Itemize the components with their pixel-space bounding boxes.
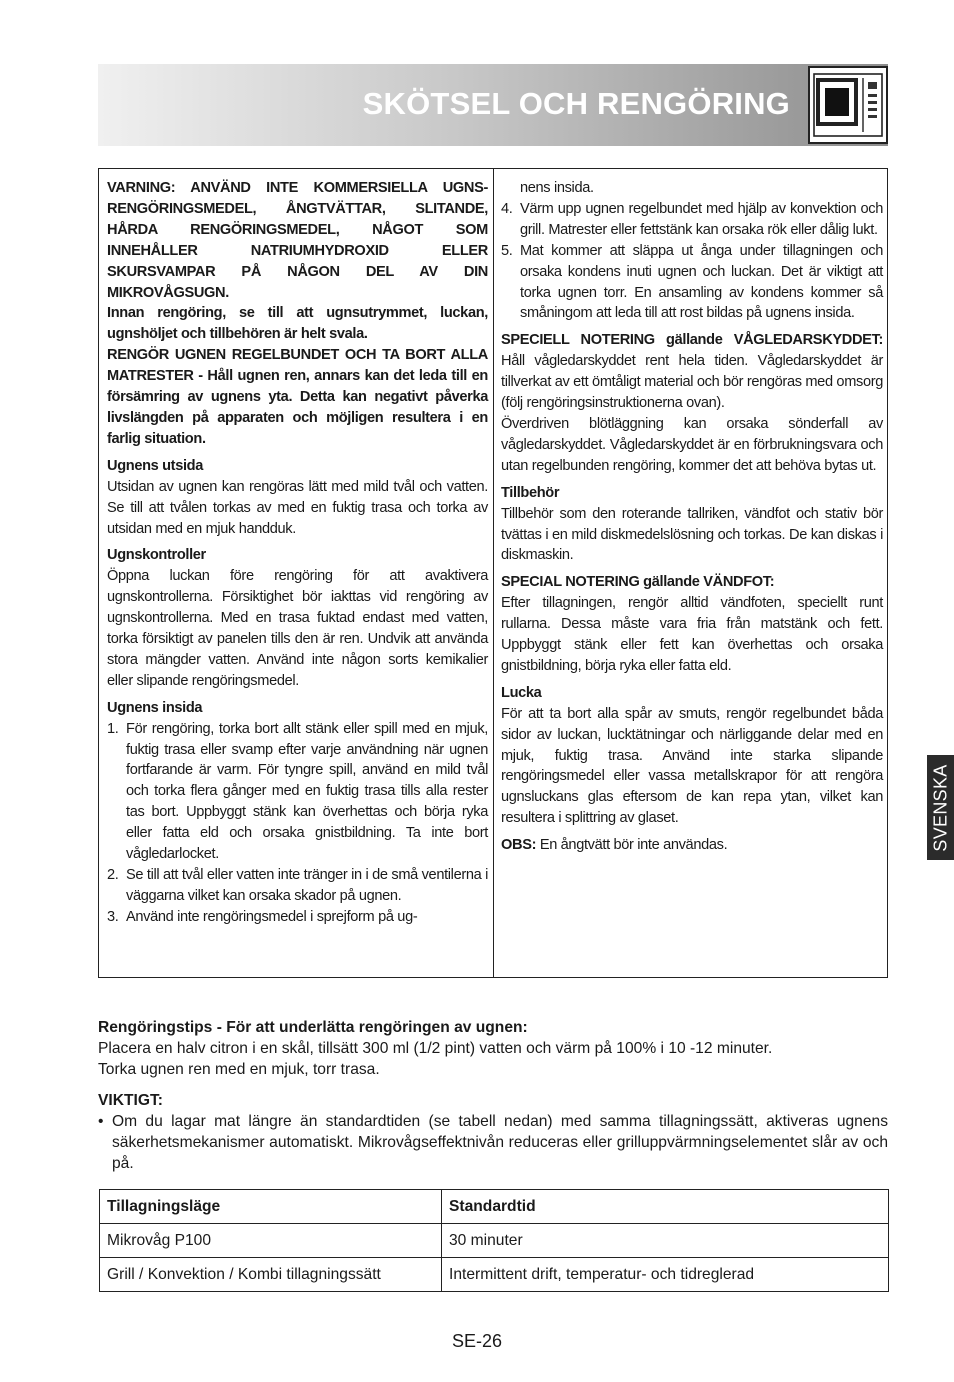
table-row (100, 1224, 889, 1258)
microwave-icon (808, 66, 888, 144)
turntable-heading: SPECIAL NOTERING gällande VÄNDFOT: (501, 574, 775, 591)
list-number: 1. (107, 720, 119, 737)
list-text: För rengöring, torka bort allt stänk eller spill med en mjuk, fuktig trasa eller svamp efter varje användning när ugnen fortfarande är varm. För tyngre spill, använd en mild tvål och torka flera gånger med en fuktig trasa tills alla rester tas bort. Uppbyggt stänk kan överhettas och börja ryka eller fatta eld och orsaka gnistbildning. Ta inte bort vågledarlocket. (126, 720, 488, 863)
important-section (98, 1090, 888, 1174)
list-text: Mat kommer att släppa ut ånga under tillagningen och orsaka kondens inuti ugnen och luckan. Det är viktigt att torka ugnen torr. En ansamling av kondens kommer så småningom att leda till att rost bildas på ugnens insida. (520, 242, 883, 322)
right-column (501, 178, 883, 856)
controls-heading: Ugnskontroller (107, 547, 206, 564)
table-cell: Mikrovåg P100 (100, 1224, 442, 1258)
tips-line-2: Torka ugnen ren med en mjuk, torr trasa. (98, 1061, 380, 1078)
tips-line-1: Placera en halv citron i en skål, tillsätt 300 ml (1/2 pint) vatten och värm på 100% i 10 -12 minuter. (98, 1040, 773, 1057)
language-tab-label: SVENSKA (930, 763, 950, 852)
cleaning-instructions-box (98, 168, 888, 978)
waveguide-text-2: Överdriven blötläggning kan orsaka sönderfall av vågledarskyddet. Vågledarskyddet är en förbrukningsvara och utan regelbunden rengöring, kommer det att behöva bytas ut. (501, 415, 883, 474)
table-cell: 30 minuter (442, 1224, 889, 1258)
inside-heading: Ugnens insida (107, 699, 203, 716)
list-item (107, 865, 488, 907)
standard-time-table (99, 1189, 889, 1292)
page-number: SE-26 (451, 1331, 503, 1351)
obs-note (501, 835, 883, 856)
list-continuation: nens insida. (520, 180, 594, 196)
table-header-cell: Tillagningsläge (100, 1190, 442, 1224)
page-title: SKÖTSEL OCH RENGÖRING (362, 86, 790, 121)
list-number: 5. (501, 242, 513, 259)
list-item (107, 907, 488, 928)
header-banner (98, 64, 888, 146)
waveguide-heading: SPECIELL NOTERING gällande VÅGLEDARSKYDDET: (501, 332, 883, 349)
column-divider (493, 169, 494, 977)
outside-text: Utsidan av ugnen kan rengöras lätt med mild tvål och vatten. Se till att tvålen torkas av med en fuktig trasa och torka av utsidan med en mjuk handduk. (107, 478, 488, 537)
accessories-text: Tillbehör som den roterande tallriken, vändfot och stativ bör tvättas i en mild diskmedelslösning och torkas. De kan diskas i diskmaskin. (501, 505, 883, 564)
warning-text: VARNING: ANVÄND INTE KOMMERSIELLA UGNS-RENGÖRINGSMEDEL, ÅNGTVÄTTAR, SLITANDE, HÅRDA RENGÖRINGSMEDEL, NÅGOT SOM INNEHÅLLER NATRIUMHYDROXID ELLER SKURSVAMPAR PÅ NÅGON DEL AV DIN MIKROVÅGSUGN. (107, 180, 488, 301)
outside-heading: Ugnens utsida (107, 457, 203, 474)
table-header-row (100, 1190, 889, 1224)
table-cell: Intermittent drift, temperatur- och tidreglerad (442, 1258, 889, 1292)
obs-label: OBS: (501, 837, 537, 854)
warning-cool-text: Innan rengöring, se till att ugnsutrymmet, luckan, ugnshöljet och tillbehören är helt svala. (107, 305, 488, 343)
waveguide-paragraph (501, 330, 883, 414)
waveguide-text: Håll vågledarskyddet rent hela tiden. Vågledarskyddet är tillverkat av ett ömtåligt material och bör rengöras med omsorg (följ rengöringsinstruktionerna ovan). (501, 353, 883, 412)
important-text: Om du lagar mat längre än standardtiden (se tabell nedan) med samma tillagningssätt, aktiveras ugnens säkerhetsmekanismer automatiskt. Mikrovågseffektnivån reduceras eller grilluppvärmningselementet slår av och på. (112, 1113, 888, 1172)
list-item (501, 199, 883, 241)
left-column (107, 178, 488, 928)
tips-heading: Rengöringstips - För att underlätta rengöringen av ugnen: (98, 1019, 528, 1036)
table-row (100, 1258, 889, 1292)
list-text: Värm upp ugnen regelbundet med hjälp av konvektion och grill. Matrester eller fettstänk kan orsaka rök eller dålig lukt. (520, 200, 883, 238)
table-cell: Grill / Konvektion / Kombi tillagningssätt (100, 1258, 442, 1292)
warning-clean-text: RENGÖR UGNEN REGELBUNDET OCH TA BORT ALLA MATRESTER - Håll ugnen ren, annars kan det leda till en försämring av ugnens yta. Detta kan negativt påverka livslängden på apparaten och möjligen resultera i en farlig situation. (107, 347, 488, 447)
list-text: Se till att tvål eller vatten inte tränger in i de små ventilerna i väggarna vilket kan orsaka skador på ugnen. (126, 867, 488, 904)
list-item (501, 241, 883, 325)
accessories-heading: Tillbehör (501, 484, 560, 501)
list-number: 2. (107, 867, 119, 883)
door-heading: Lucka (501, 684, 542, 701)
list-number: 3. (107, 908, 119, 925)
door-text: För att ta bort alla spår av smuts, rengör regelbundet båda sidor av luckan, lucktätningar och närliggande delar med en mjuk, fuktig trasa. Använd inte starka slipande rengöringsmedel eller vassa metallskrapor för att rengöra ugnsluckans glas eftersom de kan repa ytan, vilket kan resultera i splittring av glaset. (501, 705, 883, 827)
bullet-icon: • (98, 1113, 104, 1130)
important-heading: VIKTIGT: (98, 1092, 163, 1109)
controls-text: Öppna luckan före rengöring för att avaktivera ugnskontrollerna. Försiktighet bör iakttas vid rengöring av ugnskontrollerna. Med en trasa fuktad endast med vatten, torka försiktigt av panelen tills den är ren. Undvik att använda stora mängder vatten. Använd inte någon sorts kemikalier eller slipande rengöringsmedel. (107, 568, 488, 689)
obs-text: En ångtvätt bör inte användas. (539, 837, 728, 854)
list-number: 4. (501, 200, 513, 217)
turntable-text: Efter tillagningen, rengör alltid vändfoten, speciellt runt rullarna. Dessa måste vara fria från matstänk och fett. Uppbyggt stänk eller fett kan överhettas och orsaka gnistbildning, börja ryka eller fatta eld. (501, 595, 883, 674)
important-bullet-item (98, 1111, 888, 1174)
table-header-cell: Standardtid (442, 1190, 889, 1224)
list-text: Använd inte rengöringsmedel i sprejform på ug- (126, 908, 418, 925)
tips-section (98, 1017, 888, 1080)
list-item (107, 719, 488, 865)
language-tab (927, 755, 954, 860)
